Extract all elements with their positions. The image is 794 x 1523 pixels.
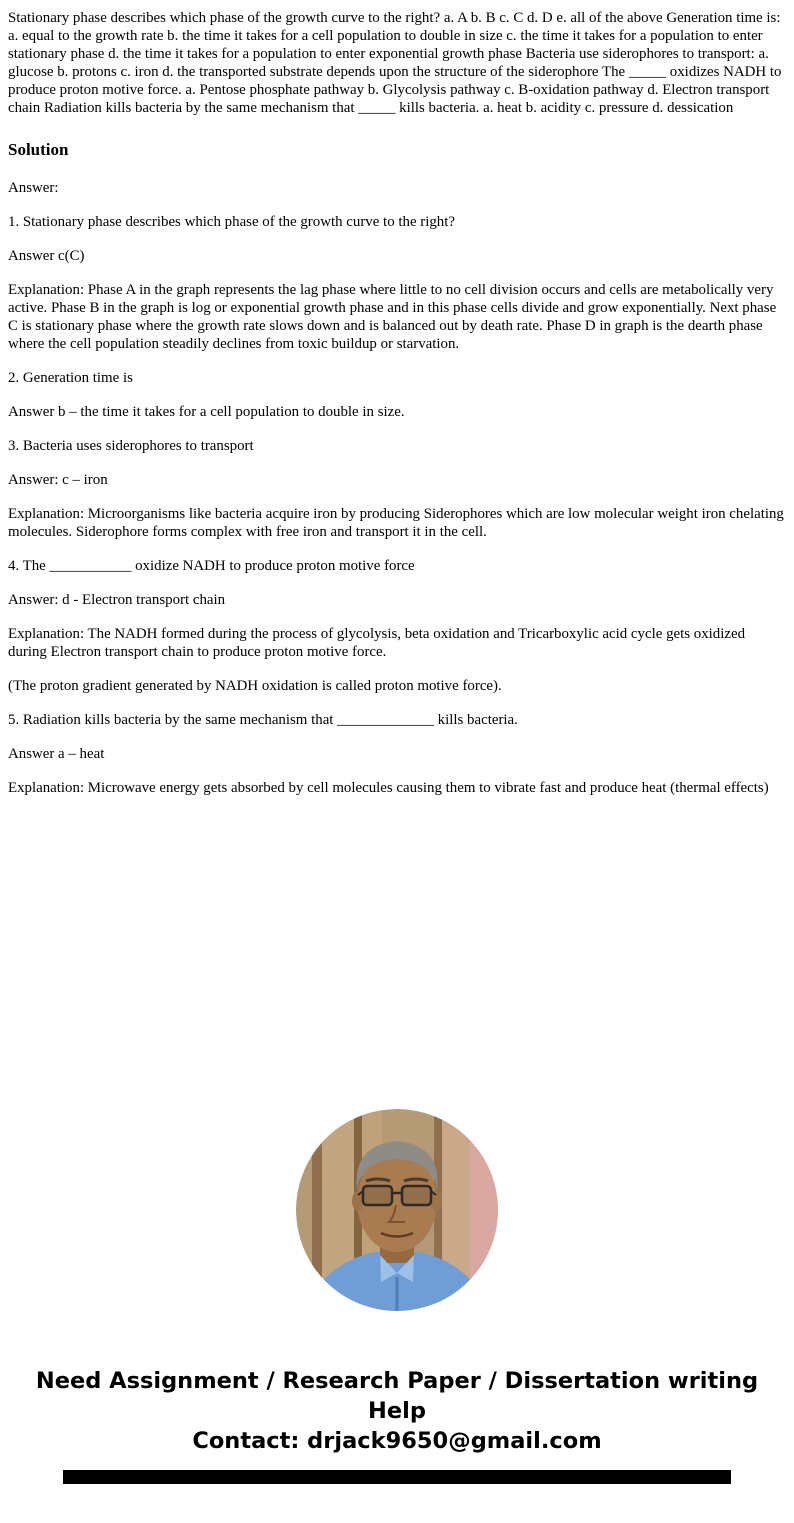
bottom-bar <box>63 1470 731 1484</box>
answer-2: Answer b – the time it takes for a cell population to double in size. <box>8 404 405 420</box>
footer <box>32 1366 762 1456</box>
question-5: 5. Radiation kills bacteria by the same mechanism that _____________ kills bacteria. <box>8 712 518 728</box>
answer-label: Answer: <box>8 180 59 196</box>
tutor-avatar <box>296 1109 498 1311</box>
footer-contact-email: Contact: drjack9650@gmail.com <box>192 1428 602 1454</box>
answer-3: Answer: c – iron <box>8 472 108 488</box>
question-4: 4. The ___________ oxidize NADH to produce proton motive force <box>8 558 415 574</box>
question-3: 3. Bacteria uses siderophores to transport <box>8 438 254 454</box>
answer-5: Answer a – heat <box>8 746 105 762</box>
note-4: (The proton gradient generated by NADH oxidation is called proton motive force). <box>8 678 502 694</box>
explanation-4: Explanation: The NADH formed during the process of glycolysis, beta oxidation and Tricarboxylic acid cycle gets oxidized during Electron transport chain to produce proton motive force. <box>8 626 746 660</box>
footer-help-text: Need Assignment / Research Paper / Dissertation writing Help <box>35 1368 759 1424</box>
explanation-3: Explanation: Microorganisms like bacteria acquire iron by producing Siderophores which are low molecular weight iron chelating molecules. Siderophore forms complex with free iron and transport it in the cell. <box>8 506 784 540</box>
tutor-photo-illustration <box>296 1109 498 1311</box>
question-1: 1. Stationary phase describes which phase of the growth curve to the right? <box>8 214 456 230</box>
solution-heading: Solution <box>8 140 69 159</box>
question-block: Stationary phase describes which phase of the growth curve to the right? a. A b. B c. C d. D e. all of the above Generation time is: a. equal to the growth rate b. the time it takes for a cell population to double in size c. the time it takes for a population to enter stationary phase d. the time it takes for a population to enter exponential growth phase Bacteria use siderophores to transport: a. glucose b. protons c. iron d. the transported substrate depends upon the structure of the siderophore The _____ oxidizes NADH to produce proton motive force. a. Pentose phosphate pathway b. Glycolysis pathway c. B-oxidation pathway d. Electron transport chain Radiation kills bacteria by the same mechanism that _____ kills bacteria. a. heat b. acidity c. pressure d. dessication <box>8 10 782 116</box>
answer-1: Answer c(C) <box>8 248 85 264</box>
avatar-section <box>0 1109 794 1316</box>
explanation-1: Explanation: Phase A in the graph represents the lag phase where little to no cell division occurs and cells are metabolically very active. Phase B in the graph is log or exponential growth phase and in this phase cells divide and grow exponentially. Next phase C is stationary phase where the growth rate slows down and is balanced out by death rate. Phase D in graph is the dearth phase where the cell population steadily declines from toxic buildup or starvation. <box>8 282 777 352</box>
question-2: 2. Generation time is <box>8 370 133 386</box>
answer-4: Answer: d - Electron transport chain <box>8 592 226 608</box>
explanation-5: Explanation: Microwave energy gets absorbed by cell molecules causing them to vibrate fast and produce heat (thermal effects) <box>8 780 769 796</box>
